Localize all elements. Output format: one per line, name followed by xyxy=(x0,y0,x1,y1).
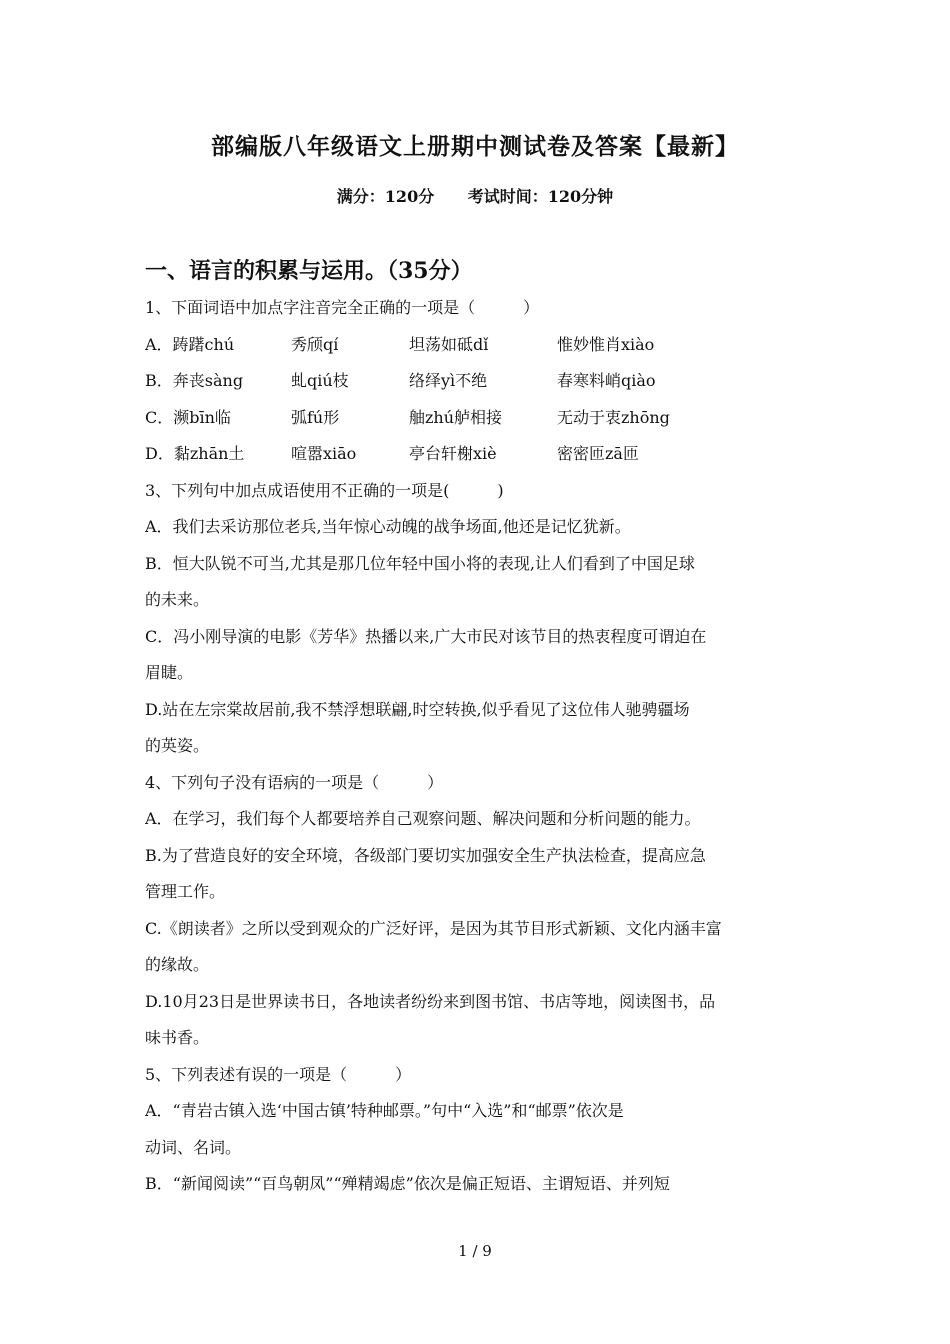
option-cell: 络绎yì不绝 xyxy=(409,371,488,390)
question-5-line: 动词、名词。 xyxy=(145,1137,242,1157)
question-3-stem: 3、下列句中加点成语使用不正确的一项是( ) xyxy=(145,480,504,500)
question-3-line: 的未来。 xyxy=(145,590,210,609)
question-1-option-d xyxy=(145,436,810,473)
question-4-line: B.为了营造良好的安全环境，各级部门要切实加强安全生产执法检查，提高应急 xyxy=(145,845,706,865)
question-3-line: B．恒大队锐不可当,尤其是那几位年轻中国小将的表现,让人们看到了中国足球 xyxy=(145,553,695,573)
exam-time: 考试时间：120分钟 xyxy=(467,187,614,206)
question-4-line: 管理工作。 xyxy=(145,882,226,901)
question-4-line: C.《朗读者》之所以受到观众的广泛好评，是因为其节目形式新颖、文化内涵丰富 xyxy=(145,918,722,938)
question-1-stem: 1、下面词语中加点字注音完全正确的一项是（ ） xyxy=(145,298,540,317)
question-4-line: A．在学习，我们每个人都要培养自己观察问题、解决问题和分析问题的能力。 xyxy=(145,809,701,828)
question-1-option-b xyxy=(145,363,810,400)
question-5-line: A．“青岩古镇入选‘中国古镇’特种邮票。”句中“入选”和“邮票”依次是 xyxy=(145,1101,624,1120)
question-1-option-c xyxy=(145,400,810,437)
question-5-stem: 5、下列表述有误的一项是（ ） xyxy=(145,1064,412,1084)
option-cell: C．濒bīn临 xyxy=(145,407,231,427)
option-cell: 喧嚣xiāo xyxy=(291,444,357,463)
option-cell: 虬qiú枝 xyxy=(291,371,349,390)
page-number: 1 / 9 xyxy=(458,1242,492,1260)
question-3-line: 的英姿。 xyxy=(145,736,210,755)
question-5-line: B．“新闻阅读”“百鸟朝凤”“殚精竭虑”依次是偏正短语、主谓短语、并列短 xyxy=(145,1174,670,1193)
exam-subtitle xyxy=(0,184,950,207)
question-3-line: A．我们去采访那位老兵,当年惊心动魄的战争场面,他还是记忆犹新。 xyxy=(145,517,631,536)
question-4-line: 的缘故。 xyxy=(145,955,210,974)
option-cell: 惟妙惟肖xiào xyxy=(557,334,655,354)
full-score: 满分：120分 xyxy=(336,187,435,206)
option-cell: 密密匝zā匝 xyxy=(557,444,639,463)
section-heading-1: 一、语言的积累与运用。（35分） xyxy=(145,258,473,284)
option-cell: 弧fú形 xyxy=(291,407,340,427)
option-cell: A．踌躇chú xyxy=(145,334,235,354)
question-3-line: D.站在左宗棠故居前,我不禁浮想联翩,时空转换,似乎看见了这位伟人驰骋疆场 xyxy=(145,699,690,719)
question-body xyxy=(145,290,810,1203)
option-cell: 无动于衷zhōng xyxy=(557,407,670,427)
question-4-line: D.10月23日是世界读书日，各地读者纷纷来到图书馆、书店等地，阅读图书，品 xyxy=(145,991,716,1011)
option-cell: D．黏zhān土 xyxy=(145,444,245,463)
question-1-option-a xyxy=(145,327,810,364)
question-3-line: 眉睫。 xyxy=(145,663,194,682)
exam-title: 部编版八年级语文上册期中测试卷及答案【最新】 xyxy=(211,133,739,160)
option-cell: 秀颀qí xyxy=(291,334,339,354)
option-cell: B．奔丧sàng xyxy=(145,371,244,390)
option-cell: 亭台轩榭xiè xyxy=(409,444,497,463)
option-cell: 坦荡如砥dǐ xyxy=(409,334,489,354)
option-cell: 春寒料峭qiào xyxy=(557,371,656,390)
option-cell: 舳zhú舻相接 xyxy=(409,407,503,427)
question-3-line: C．冯小刚导演的电影《芳华》热播以来,广大市民对该节目的热衷程度可谓迫在 xyxy=(145,626,707,646)
question-4-stem: 4、下列句子没有语病的一项是（ ） xyxy=(145,772,444,792)
question-4-line: 味书香。 xyxy=(145,1028,210,1047)
